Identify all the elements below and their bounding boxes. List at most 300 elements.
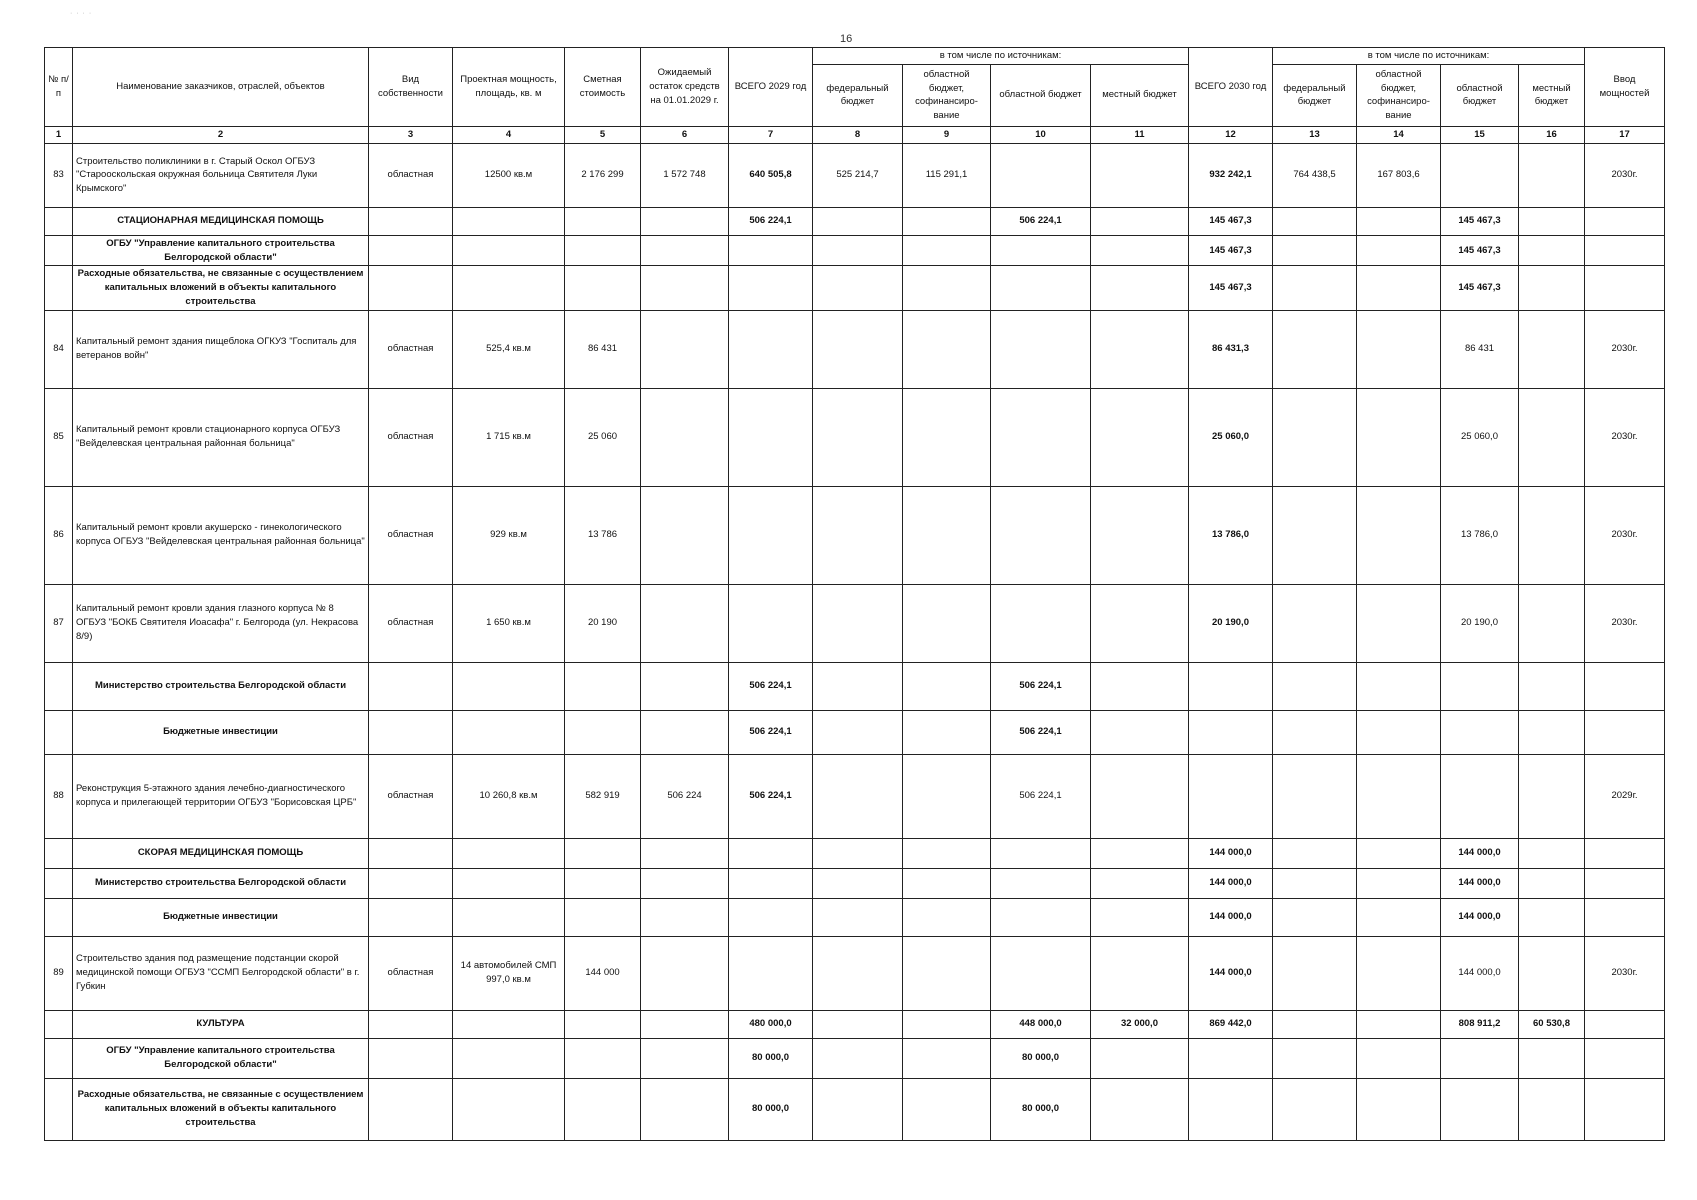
row-regional-2030: 25 060,0 [1441,388,1519,486]
row-local-2029 [1091,1038,1189,1078]
col-number: 4 [453,126,565,143]
row-cost [565,868,641,898]
row-cost: 25 060 [565,388,641,486]
scan-noise: · · · · [70,10,93,17]
row-total-2030 [1189,1078,1273,1140]
row-regional-2029 [991,143,1091,207]
row-name: Бюджетные инвестиции [73,710,369,754]
row-ownership: областная [369,486,453,584]
row-regional-2029: 448 000,0 [991,1010,1091,1038]
row-cofin-2029 [903,754,991,838]
row-name: Капитальный ремонт кровли акушерско - гинекологического корпуса ОГБУЗ "Вейделевская центральная районная больница" [73,486,369,584]
page-number: 16 [840,33,853,45]
row-local-2029 [1091,584,1189,662]
row-regional-2030: 145 467,3 [1441,266,1519,310]
row-name: Реконструкция 5-этажного здания лечебно-диагностического корпуса и прилегающей территории ОГБУЗ "Борисовская ЦРБ" [73,754,369,838]
row-number [45,1038,73,1078]
row-commission: 2030г. [1585,143,1665,207]
row-federal-2030 [1273,710,1357,754]
row-local-2029 [1091,838,1189,868]
row-local-2029 [1091,754,1189,838]
row-federal-2030 [1273,662,1357,710]
header-local-2029: местный бюджет [1091,64,1189,126]
row-name: Расходные обязательства, не связанные с осуществлением капитальных вложений в объекты капитального строительства [73,1078,369,1140]
row-number [45,898,73,936]
row-local-2029 [1091,936,1189,1010]
row-federal-2030 [1273,486,1357,584]
row-cofin-2029 [903,936,991,1010]
row-federal-2029 [813,1078,903,1140]
row-remainder [641,1078,729,1140]
row-capacity [453,662,565,710]
row-federal-2029 [813,662,903,710]
row-federal-2030 [1273,754,1357,838]
row-capacity [453,207,565,235]
row-name: Капитальный ремонт кровли стационарного корпуса ОГБУЗ "Вейделевская центральная районная больница" [73,388,369,486]
row-name: Министерство строительства Белгородской области [73,868,369,898]
category-row [45,1078,1665,1140]
row-cofin-2029 [903,868,991,898]
col-number: 7 [729,126,813,143]
row-remainder: 1 572 748 [641,143,729,207]
category-row [45,266,1665,310]
row-name: Капитальный ремонт здания пищеблока ОГКУЗ "Госпиталь для ветеранов войн" [73,310,369,388]
row-local-2030 [1519,754,1585,838]
row-cofin-2030 [1357,936,1441,1010]
row-cofin-2030 [1357,662,1441,710]
row-cofin-2030 [1357,838,1441,868]
row-remainder [641,388,729,486]
row-capacity: 12500 кв.м [453,143,565,207]
row-local-2030 [1519,207,1585,235]
row-federal-2029 [813,898,903,936]
row-regional-2029 [991,936,1091,1010]
row-regional-2029 [991,310,1091,388]
row-total-2030: 144 000,0 [1189,838,1273,868]
row-regional-2029 [991,868,1091,898]
row-cost [565,1010,641,1038]
row-name: ОГБУ "Управление капитального строительства Белгородской области" [73,1038,369,1078]
row-commission [1585,207,1665,235]
row-number [45,710,73,754]
row-federal-2030 [1273,1078,1357,1140]
row-local-2030 [1519,710,1585,754]
row-cofin-2030 [1357,898,1441,936]
row-regional-2029 [991,898,1091,936]
row-number [45,662,73,710]
row-local-2030 [1519,310,1585,388]
row-regional-2030 [1441,143,1519,207]
row-name: Бюджетные инвестиции [73,898,369,936]
row-cofin-2029 [903,1078,991,1140]
row-regional-2029: 506 224,1 [991,710,1091,754]
row-local-2030 [1519,1078,1585,1140]
header-federal-2030: федеральный бюджет [1273,64,1357,126]
row-local-2029 [1091,235,1189,266]
row-cofin-2029 [903,584,991,662]
row-cofin-2029 [903,662,991,710]
row-federal-2030: 764 438,5 [1273,143,1357,207]
row-commission [1585,710,1665,754]
row-ownership [369,207,453,235]
col-number: 11 [1091,126,1189,143]
row-federal-2029 [813,266,903,310]
row-regional-2029: 506 224,1 [991,662,1091,710]
col-number: 2 [73,126,369,143]
header-cost: Сметная стоимость [565,48,641,127]
row-number: 85 [45,388,73,486]
col-number: 1 [45,126,73,143]
row-remainder [641,486,729,584]
row-regional-2030 [1441,1078,1519,1140]
row-local-2029 [1091,143,1189,207]
row-capacity: 1 650 кв.м [453,584,565,662]
row-federal-2030 [1273,1038,1357,1078]
row-name: КУЛЬТУРА [73,1010,369,1038]
row-total-2029: 640 505,8 [729,143,813,207]
row-capacity [453,838,565,868]
row-federal-2029 [813,584,903,662]
row-ownership [369,662,453,710]
row-federal-2030 [1273,898,1357,936]
row-total-2029 [729,486,813,584]
row-local-2030 [1519,584,1585,662]
row-number [45,838,73,868]
header-cofin-2030: областной бюджет, софинансиро-вание [1357,64,1441,126]
row-regional-2030: 144 000,0 [1441,898,1519,936]
row-number [45,235,73,266]
col-number: 3 [369,126,453,143]
category-row [45,1010,1665,1038]
row-total-2029 [729,584,813,662]
row-number: 84 [45,310,73,388]
row-total-2029 [729,310,813,388]
row-local-2030 [1519,388,1585,486]
row-local-2030 [1519,868,1585,898]
row-cost [565,1038,641,1078]
row-total-2030: 25 060,0 [1189,388,1273,486]
row-ownership [369,898,453,936]
row-capacity [453,1078,565,1140]
row-remainder [641,710,729,754]
row-regional-2029 [991,486,1091,584]
row-remainder [641,1010,729,1038]
row-ownership [369,710,453,754]
row-cofin-2029 [903,838,991,868]
row-cofin-2029 [903,207,991,235]
row-total-2030: 145 467,3 [1189,266,1273,310]
row-local-2029 [1091,207,1189,235]
row-total-2030: 869 442,0 [1189,1010,1273,1038]
row-cofin-2029 [903,898,991,936]
header-sources-2030: в том числе по источникам: [1273,48,1585,65]
row-cost [565,838,641,868]
row-ownership [369,838,453,868]
row-cofin-2029: 115 291,1 [903,143,991,207]
row-commission: 2030г. [1585,388,1665,486]
row-federal-2030 [1273,584,1357,662]
row-total-2030: 932 242,1 [1189,143,1273,207]
row-regional-2030: 144 000,0 [1441,868,1519,898]
row-remainder [641,207,729,235]
row-local-2029 [1091,310,1189,388]
header-cofin-2029: областной бюджет, софинансиро-вание [903,64,991,126]
row-name: Капитальный ремонт кровли здания глазного корпуса № 8 ОГБУЗ "БОКБ Святителя Иоасафа" г. Белгорода (ул. Некрасова 8/9) [73,584,369,662]
row-federal-2029 [813,1010,903,1038]
row-total-2029: 480 000,0 [729,1010,813,1038]
row-cofin-2030: 167 803,6 [1357,143,1441,207]
row-cost: 144 000 [565,936,641,1010]
row-regional-2029 [991,266,1091,310]
row-regional-2030 [1441,662,1519,710]
row-ownership: областная [369,143,453,207]
row-federal-2029 [813,207,903,235]
row-regional-2030: 144 000,0 [1441,838,1519,868]
row-cofin-2029 [903,310,991,388]
row-local-2029 [1091,1078,1189,1140]
row-total-2029 [729,235,813,266]
row-ownership [369,235,453,266]
header-regional-2030: областной бюджет [1441,64,1519,126]
row-total-2029 [729,266,813,310]
row-capacity: 14 автомобилей СМП 997,0 кв.м [453,936,565,1010]
row-remainder [641,936,729,1010]
row-name: Строительство здания под размещение подстанции скорой медицинской помощи ОГБУЗ "ССМП Белгородской области" в г. Губкин [73,936,369,1010]
row-total-2029: 506 224,1 [729,710,813,754]
header-num: № п/п [45,48,73,127]
row-total-2030: 20 190,0 [1189,584,1273,662]
row-total-2029 [729,838,813,868]
row-regional-2029: 506 224,1 [991,754,1091,838]
row-cofin-2029 [903,1010,991,1038]
row-cofin-2030 [1357,754,1441,838]
table-row [45,388,1665,486]
row-total-2029 [729,936,813,1010]
row-capacity: 1 715 кв.м [453,388,565,486]
row-ownership [369,1078,453,1140]
col-number: 8 [813,126,903,143]
row-cofin-2030 [1357,310,1441,388]
row-capacity [453,266,565,310]
row-remainder [641,310,729,388]
row-total-2029: 80 000,0 [729,1078,813,1140]
row-total-2030 [1189,1038,1273,1078]
row-total-2030: 144 000,0 [1189,898,1273,936]
row-number: 88 [45,754,73,838]
row-ownership [369,868,453,898]
column-number-row [45,126,1665,143]
row-ownership: областная [369,584,453,662]
row-commission [1585,235,1665,266]
row-cofin-2029 [903,710,991,754]
header-row-1 [45,48,1665,65]
row-commission [1585,838,1665,868]
row-number [45,207,73,235]
col-number: 16 [1519,126,1585,143]
row-ownership: областная [369,388,453,486]
category-row [45,207,1665,235]
header-ownership: Вид собственности [369,48,453,127]
row-cost [565,662,641,710]
row-regional-2029 [991,584,1091,662]
row-cofin-2030 [1357,266,1441,310]
row-name: Расходные обязательства, не связанные с осуществлением капитальных вложений в объекты капитального строительства [73,266,369,310]
row-cost [565,710,641,754]
header-capacity: Проектная мощность, площадь, кв. м [453,48,565,127]
row-total-2029 [729,388,813,486]
row-commission [1585,898,1665,936]
col-number: 5 [565,126,641,143]
row-ownership [369,1038,453,1078]
row-total-2029: 506 224,1 [729,662,813,710]
row-capacity [453,898,565,936]
row-total-2029: 506 224,1 [729,754,813,838]
row-total-2029: 506 224,1 [729,207,813,235]
row-cofin-2029 [903,266,991,310]
table-row [45,584,1665,662]
row-local-2030 [1519,1038,1585,1078]
table-row [45,936,1665,1010]
row-remainder [641,235,729,266]
row-regional-2030: 145 467,3 [1441,207,1519,235]
row-federal-2029 [813,486,903,584]
row-local-2029: 32 000,0 [1091,1010,1189,1038]
row-number: 83 [45,143,73,207]
row-name: ОГБУ "Управление капитального строительства Белгородской области" [73,235,369,266]
row-cofin-2029 [903,235,991,266]
header-remainder: Ожидаемый остаток средств на 01.01.2029 г. [641,48,729,127]
row-commission: 2030г. [1585,486,1665,584]
row-federal-2029 [813,1038,903,1078]
row-local-2029 [1091,266,1189,310]
row-cost [565,266,641,310]
row-cofin-2030 [1357,1038,1441,1078]
row-regional-2029: 506 224,1 [991,207,1091,235]
row-ownership: областная [369,936,453,1010]
row-total-2030 [1189,754,1273,838]
row-federal-2030 [1273,936,1357,1010]
row-local-2029 [1091,662,1189,710]
row-cost: 13 786 [565,486,641,584]
row-cost [565,898,641,936]
row-commission [1585,1038,1665,1078]
row-local-2030 [1519,838,1585,868]
row-total-2029 [729,868,813,898]
row-regional-2030 [1441,1038,1519,1078]
row-regional-2030: 20 190,0 [1441,584,1519,662]
row-commission [1585,1078,1665,1140]
row-local-2030 [1519,486,1585,584]
row-capacity [453,1010,565,1038]
col-number: 13 [1273,126,1357,143]
row-commission [1585,1010,1665,1038]
row-cost: 86 431 [565,310,641,388]
table-row [45,143,1665,207]
row-capacity: 10 260,8 кв.м [453,754,565,838]
row-cofin-2030 [1357,388,1441,486]
row-cofin-2030 [1357,235,1441,266]
col-number: 14 [1357,126,1441,143]
row-cost [565,207,641,235]
row-name: СТАЦИОНАРНАЯ МЕДИЦИНСКАЯ ПОМОЩЬ [73,207,369,235]
row-regional-2030: 86 431 [1441,310,1519,388]
row-local-2029 [1091,486,1189,584]
col-number: 15 [1441,126,1519,143]
row-local-2030: 60 530,8 [1519,1010,1585,1038]
row-remainder [641,868,729,898]
row-cofin-2030 [1357,1010,1441,1038]
row-total-2030: 13 786,0 [1189,486,1273,584]
row-local-2030 [1519,235,1585,266]
row-cofin-2030 [1357,1078,1441,1140]
row-regional-2029 [991,838,1091,868]
row-federal-2029 [813,868,903,898]
row-number: 87 [45,584,73,662]
row-commission: 2030г. [1585,936,1665,1010]
row-federal-2030 [1273,310,1357,388]
header-federal-2029: федеральный бюджет [813,64,903,126]
row-regional-2030 [1441,710,1519,754]
row-federal-2029 [813,235,903,266]
row-regional-2030: 13 786,0 [1441,486,1519,584]
row-remainder: 506 224 [641,754,729,838]
row-cofin-2030 [1357,868,1441,898]
row-local-2029 [1091,898,1189,936]
row-total-2030 [1189,662,1273,710]
row-regional-2029 [991,235,1091,266]
category-row [45,1038,1665,1078]
row-regional-2030: 144 000,0 [1441,936,1519,1010]
row-federal-2029 [813,710,903,754]
row-cofin-2029 [903,486,991,584]
row-cofin-2030 [1357,710,1441,754]
row-federal-2030 [1273,235,1357,266]
row-capacity: 929 кв.м [453,486,565,584]
row-number [45,1010,73,1038]
category-row [45,838,1665,868]
row-commission: 2029г. [1585,754,1665,838]
row-local-2030 [1519,662,1585,710]
row-federal-2030 [1273,207,1357,235]
row-cofin-2030 [1357,207,1441,235]
row-remainder [641,662,729,710]
row-federal-2030 [1273,868,1357,898]
category-row [45,662,1665,710]
row-commission [1585,266,1665,310]
row-number [45,868,73,898]
row-cost: 582 919 [565,754,641,838]
header-total-2030: ВСЕГО 2030 год [1189,48,1273,127]
row-cost: 2 176 299 [565,143,641,207]
row-cost [565,235,641,266]
row-cost: 20 190 [565,584,641,662]
row-regional-2030: 145 467,3 [1441,235,1519,266]
row-number [45,266,73,310]
row-federal-2029 [813,838,903,868]
header-regional-2029: областной бюджет [991,64,1091,126]
row-local-2029 [1091,868,1189,898]
category-row [45,235,1665,266]
row-local-2029 [1091,388,1189,486]
row-ownership [369,266,453,310]
row-name: Министерство строительства Белгородской области [73,662,369,710]
row-federal-2030 [1273,266,1357,310]
row-federal-2029 [813,936,903,1010]
row-remainder [641,266,729,310]
col-number: 9 [903,126,991,143]
row-ownership: областная [369,310,453,388]
row-number: 89 [45,936,73,1010]
